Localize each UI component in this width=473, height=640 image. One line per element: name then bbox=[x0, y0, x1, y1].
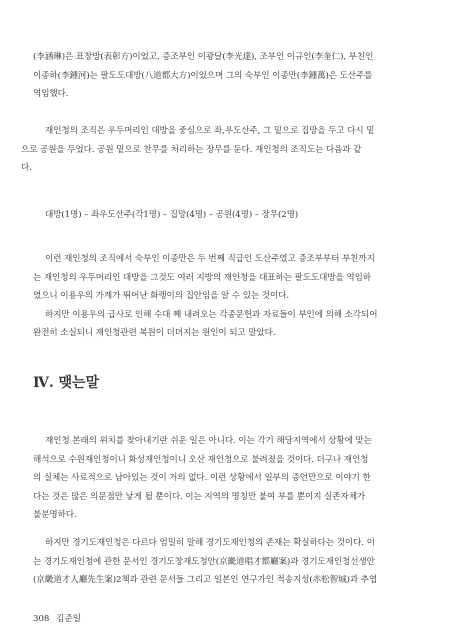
text-line: 하지만 이용우의 급사로 인해 수대 째 내려오는 각종문헌과 자료들이 부인에 의해 소각되어 bbox=[45, 309, 378, 320]
text-line: 이런 재인청의 조직에서 숙부인 이종만은 두 번째 직급인 도산주였고 증조부부터 부친까지 bbox=[45, 254, 375, 264]
paragraph-lineage bbox=[33, 48, 443, 104]
text-line: 대방(1명) – 좌우도산주(각1명) – 집망(4명) – 공원(4명) – 장무(2명) bbox=[45, 210, 299, 220]
paragraph-gyeonggi bbox=[33, 534, 443, 590]
text-line: (京畿道才人廳先生案)2책과 관련 문서들 그리고 일본인 연구가인 적송지성(赤松智城)과 추엽 bbox=[33, 575, 378, 585]
paragraph-location bbox=[33, 432, 443, 525]
text-line: 이종하(李鍾河)는 팔도도대방(八道都大方)이었으며 그의 숙부인 이종만(李鍾萬)은 도산주를 bbox=[33, 70, 373, 81]
text-line: 완전히 소실되니 재인청관련 복원이 더뎌지는 원인이 되고 말았다. bbox=[33, 328, 276, 338]
text-line: 는 재인청의 우두머리인 대방을 그것도 여러 지방의 재인청을 대표하는 팔도도대방을 역임하 bbox=[33, 272, 371, 283]
text-line: 재인청의 조직은 우두머리인 대방을 중심으로 좌,우도산주, 그 밑으로 집망을 두고 다시 밑 bbox=[45, 126, 375, 136]
page-number: 308 bbox=[33, 614, 50, 624]
text-line: 으로 공원을 두었다. 공원 밑으로 찬무를 처리하는 장무를 둔다. 재인청의 조직도는 다음과 같 bbox=[21, 144, 362, 155]
text-line: 해석으로 수원재인청이니 화성재인청이니 오산 재인청으로 불려졌을 것이다. 더구나 재인청 bbox=[33, 454, 369, 465]
text-line: 였으니 이용우의 가계가 뛰어난 화랭이의 집안임을 알 수 있는 것이다. bbox=[33, 291, 289, 301]
text-line: 의 실체는 사료적으로 남아있는 것이 거의 없다. 이런 상황에서 일부의 증언만으로 이야기 한 bbox=[33, 473, 371, 483]
text-line: 하지만 경기도재인청은 다르다 엄밀히 말해 경기도재인청의 존재는 확실하다는 것이다. 이 bbox=[45, 538, 375, 548]
text-line: 역임했다. bbox=[33, 89, 69, 99]
paragraph-organization bbox=[21, 122, 443, 178]
text-line: 다는 것은 많은 의문점만 낳게 될 뿐이다. 이는 지역의 명칭만 붙여 부를 뿐이지 실존자체가 bbox=[33, 491, 366, 502]
text-line: 다. bbox=[21, 163, 32, 173]
paragraph-org-chart bbox=[45, 206, 455, 225]
text-line: 불분명하다. bbox=[33, 510, 77, 520]
text-line: 는 경기도재인청에 관한 문서인 경기도창재도청안(京畿道唱才都廳案)과 경기도재인청선생안 bbox=[33, 556, 375, 567]
author-name: 김준일 bbox=[56, 614, 82, 624]
section-heading: Ⅳ. 맺는말 bbox=[33, 375, 100, 391]
page-footer bbox=[33, 612, 81, 624]
text-line: 재인청 본래의 위치를 찾아내기란 쉬운 일은 아니다. 이는 각기 해당지역에서 상황에 맞는 bbox=[45, 436, 372, 446]
text-line: (李涵琳)은 표창방(表彰方)이었고, 증조부인 이광달(李光達), 조부인 이규인(李奎仁), 부친인 bbox=[33, 52, 374, 62]
paragraph-family bbox=[33, 250, 443, 343]
